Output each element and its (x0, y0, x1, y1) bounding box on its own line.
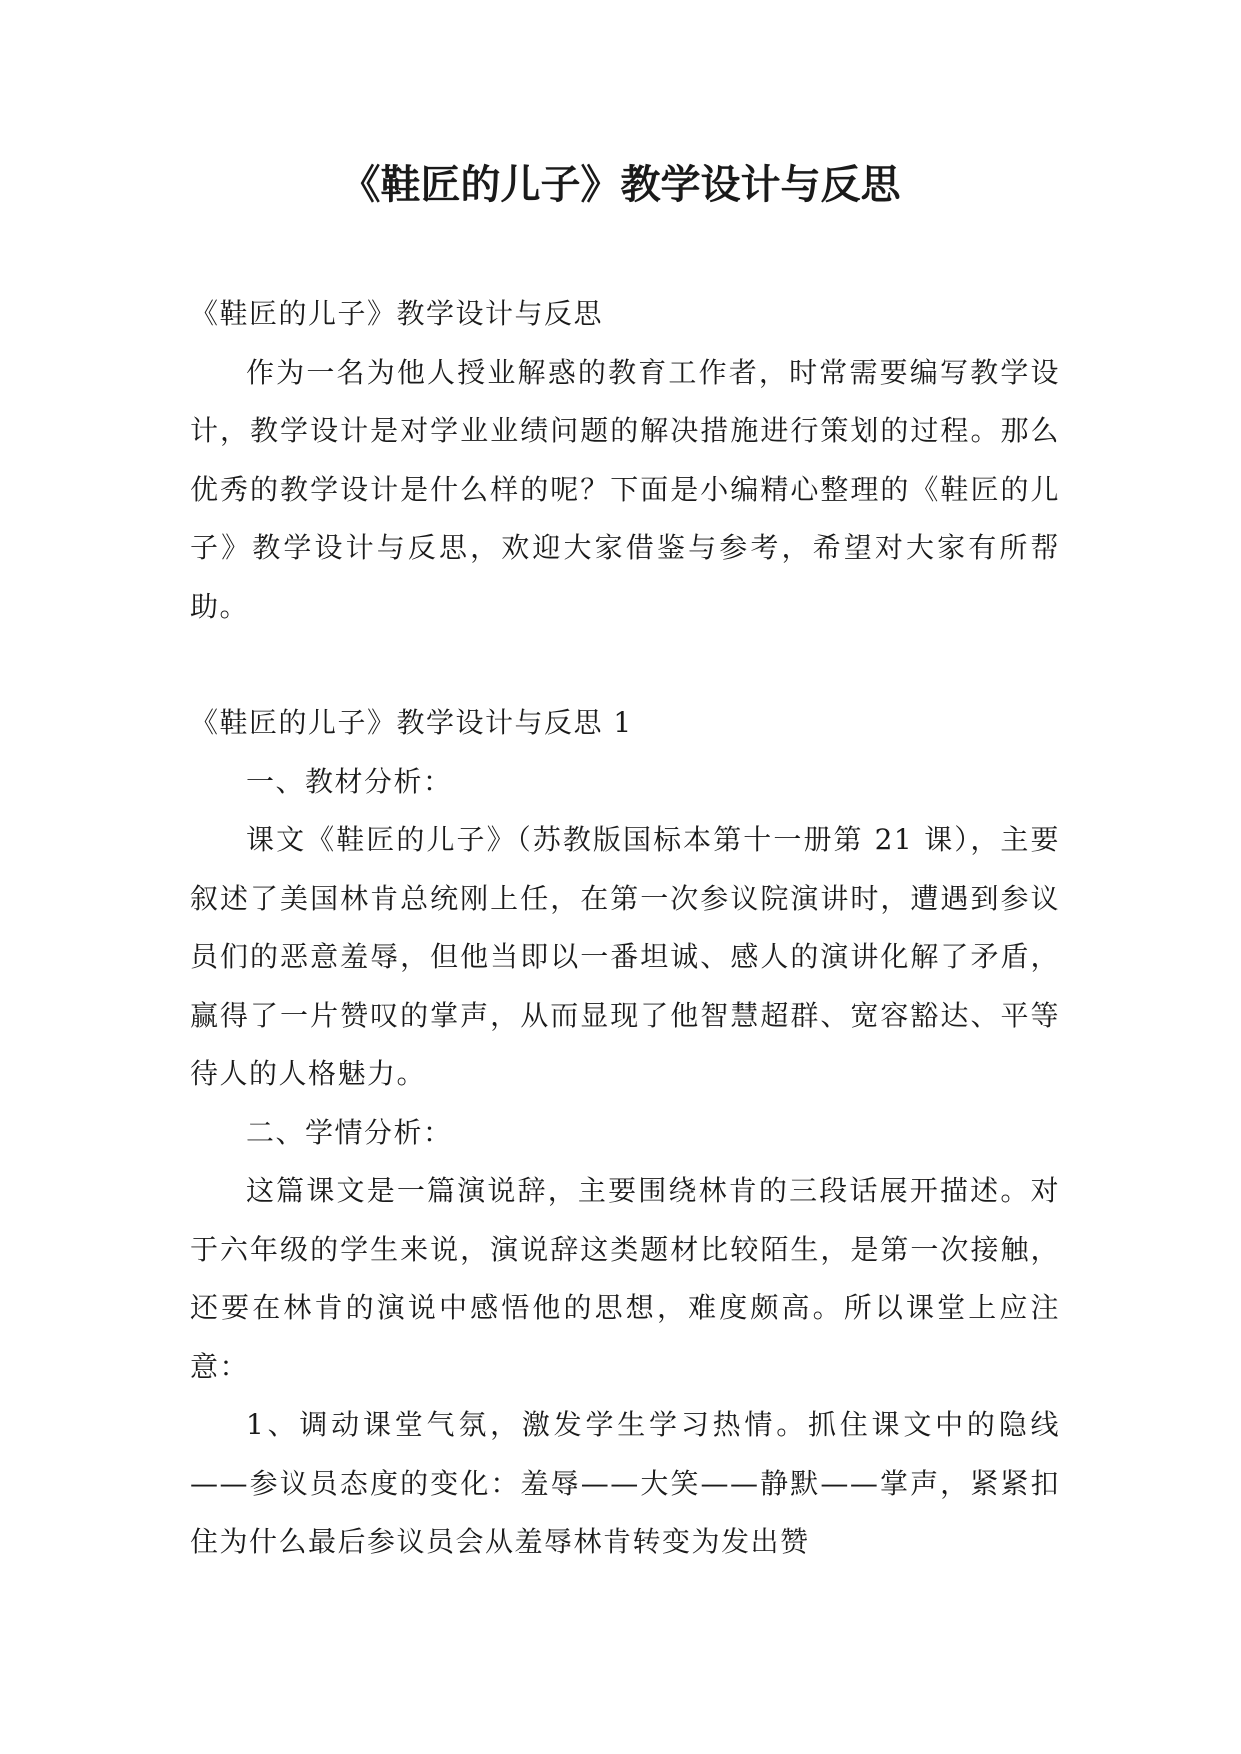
section-heading: 《鞋匠的儿子》教学设计与反思 1 (190, 706, 633, 739)
intro-paragraph: 作为一名为他人授业解惑的教育工作者，时常需要编写教学设计，教学设计是对学业业绩问题的解决措施进行策划的过程。那么优秀的教学设计是什么样的呢？下面是小编精心整理的《鞋匠的儿子》教学设计与反思，欢迎大家借鉴与参考，希望对大家有所帮助。 (190, 355, 1060, 623)
document-body (190, 285, 1060, 1572)
intro-heading: 《鞋匠的儿子》教学设计与反思 (190, 297, 604, 330)
subheading-textbook-analysis: 一、教材分析： (246, 764, 453, 798)
subheading-student-analysis: 二、学情分析： (246, 1115, 453, 1149)
list-item-1: 1、调动课堂气氛，激发学生学习热情。抓住课文中的隐线——参议员态度的变化：羞辱——大笑——静默——掌声，紧紧扣住为什么最后参议员会从羞辱林肯转变为发出赞 (190, 1408, 1060, 1558)
textbook-analysis-paragraph: 课文《鞋匠的儿子》（苏教版国标本第十一册第 21 课），主要叙述了美国林肯总统刚上任，在第一次参议院演讲时，遭遇到参议员们的恶意羞辱，但他当即以一番坦诚、感人的演讲化解了矛盾，赢得了一片赞叹的掌声，从而显现了他智慧超群、宽容豁达、平等待人的人格魅力。 (190, 823, 1060, 1090)
document-title: 《鞋匠的儿子》教学设计与反思 (340, 162, 901, 208)
student-analysis-paragraph: 这篇课文是一篇演说辞，主要围绕林肯的三段话展开描述。对于六年级的学生来说，演说辞这类题材比较陌生，是第一次接触，还要在林肯的演说中感悟他的思想，难度颇高。所以课堂上应注意： (190, 1174, 1060, 1383)
section-gap (190, 636, 1060, 694)
